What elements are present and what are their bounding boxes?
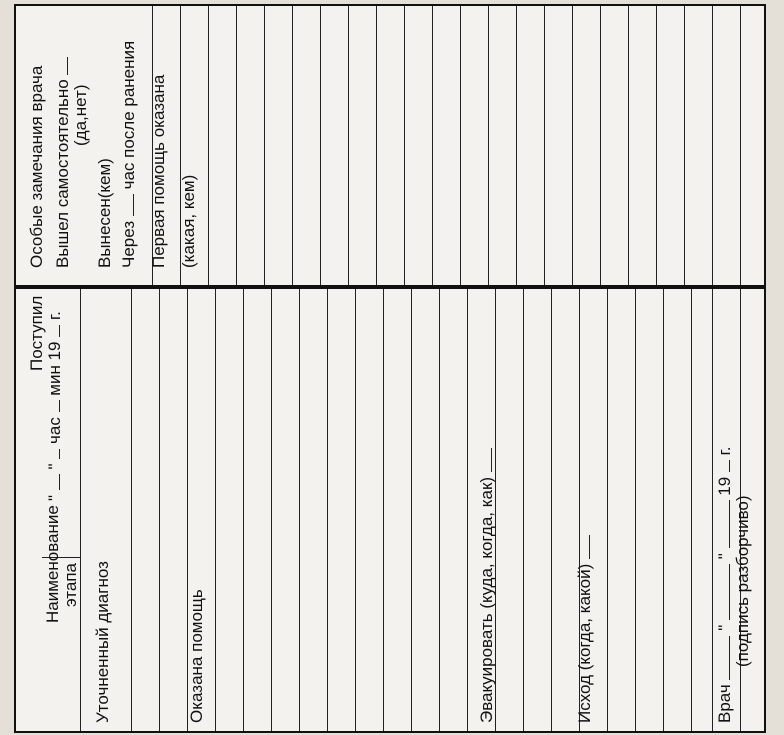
after-wound-suffix: час после ранения	[119, 40, 138, 190]
outcome-field	[576, 535, 594, 723]
first-aid-hint: (какая, кем)	[179, 174, 198, 268]
doctor-notes-title: Особые замечания врача	[27, 65, 46, 268]
arrived-min-label: мин 19	[45, 341, 64, 396]
date-quote-open: "	[715, 624, 734, 631]
doctor-label: Врач	[715, 684, 734, 723]
carried-by-label: Вынесен(кем)	[95, 158, 114, 268]
carried-by-field	[96, 158, 114, 268]
arrived-quote-close: "	[45, 463, 64, 470]
doctor-signature-hint: (подпись разборчиво)	[733, 495, 752, 667]
exited-self-field	[54, 57, 72, 268]
exited-self-hint: (да,нет)	[71, 84, 90, 146]
arrived-time-field	[46, 311, 64, 501]
arrived-label: Поступил	[27, 295, 46, 371]
date-suffix: г.	[715, 446, 734, 456]
aid-label: Оказана помощь	[187, 589, 206, 723]
diagnosis-label: Уточненный диагноз	[93, 561, 112, 723]
arrived-quote-open: "	[45, 494, 64, 501]
stage-name-label: Наименование	[43, 505, 62, 623]
doctor-notes-form	[14, 4, 766, 287]
stage-name-label-2: этапа	[61, 562, 80, 607]
evacuate-field	[478, 448, 496, 723]
after-wound-field	[120, 41, 138, 268]
date-year: 19	[715, 476, 734, 496]
date-quote-close: "	[715, 553, 734, 560]
evacuation-card-form	[14, 287, 766, 733]
arrived-hour-label: час	[45, 417, 64, 444]
after-wound-prefix: Через	[119, 220, 138, 268]
arrived-year-suffix: г.	[45, 311, 64, 320]
evacuate-label: Эвакуировать (куда, когда, как)	[477, 476, 496, 723]
exited-self-label: Вышел самостоятельно	[53, 79, 72, 268]
first-aid-label: Первая помощь оказана	[149, 74, 168, 268]
doctor-field	[716, 447, 734, 723]
outcome-label: Исход (когда, какой)	[575, 563, 594, 723]
